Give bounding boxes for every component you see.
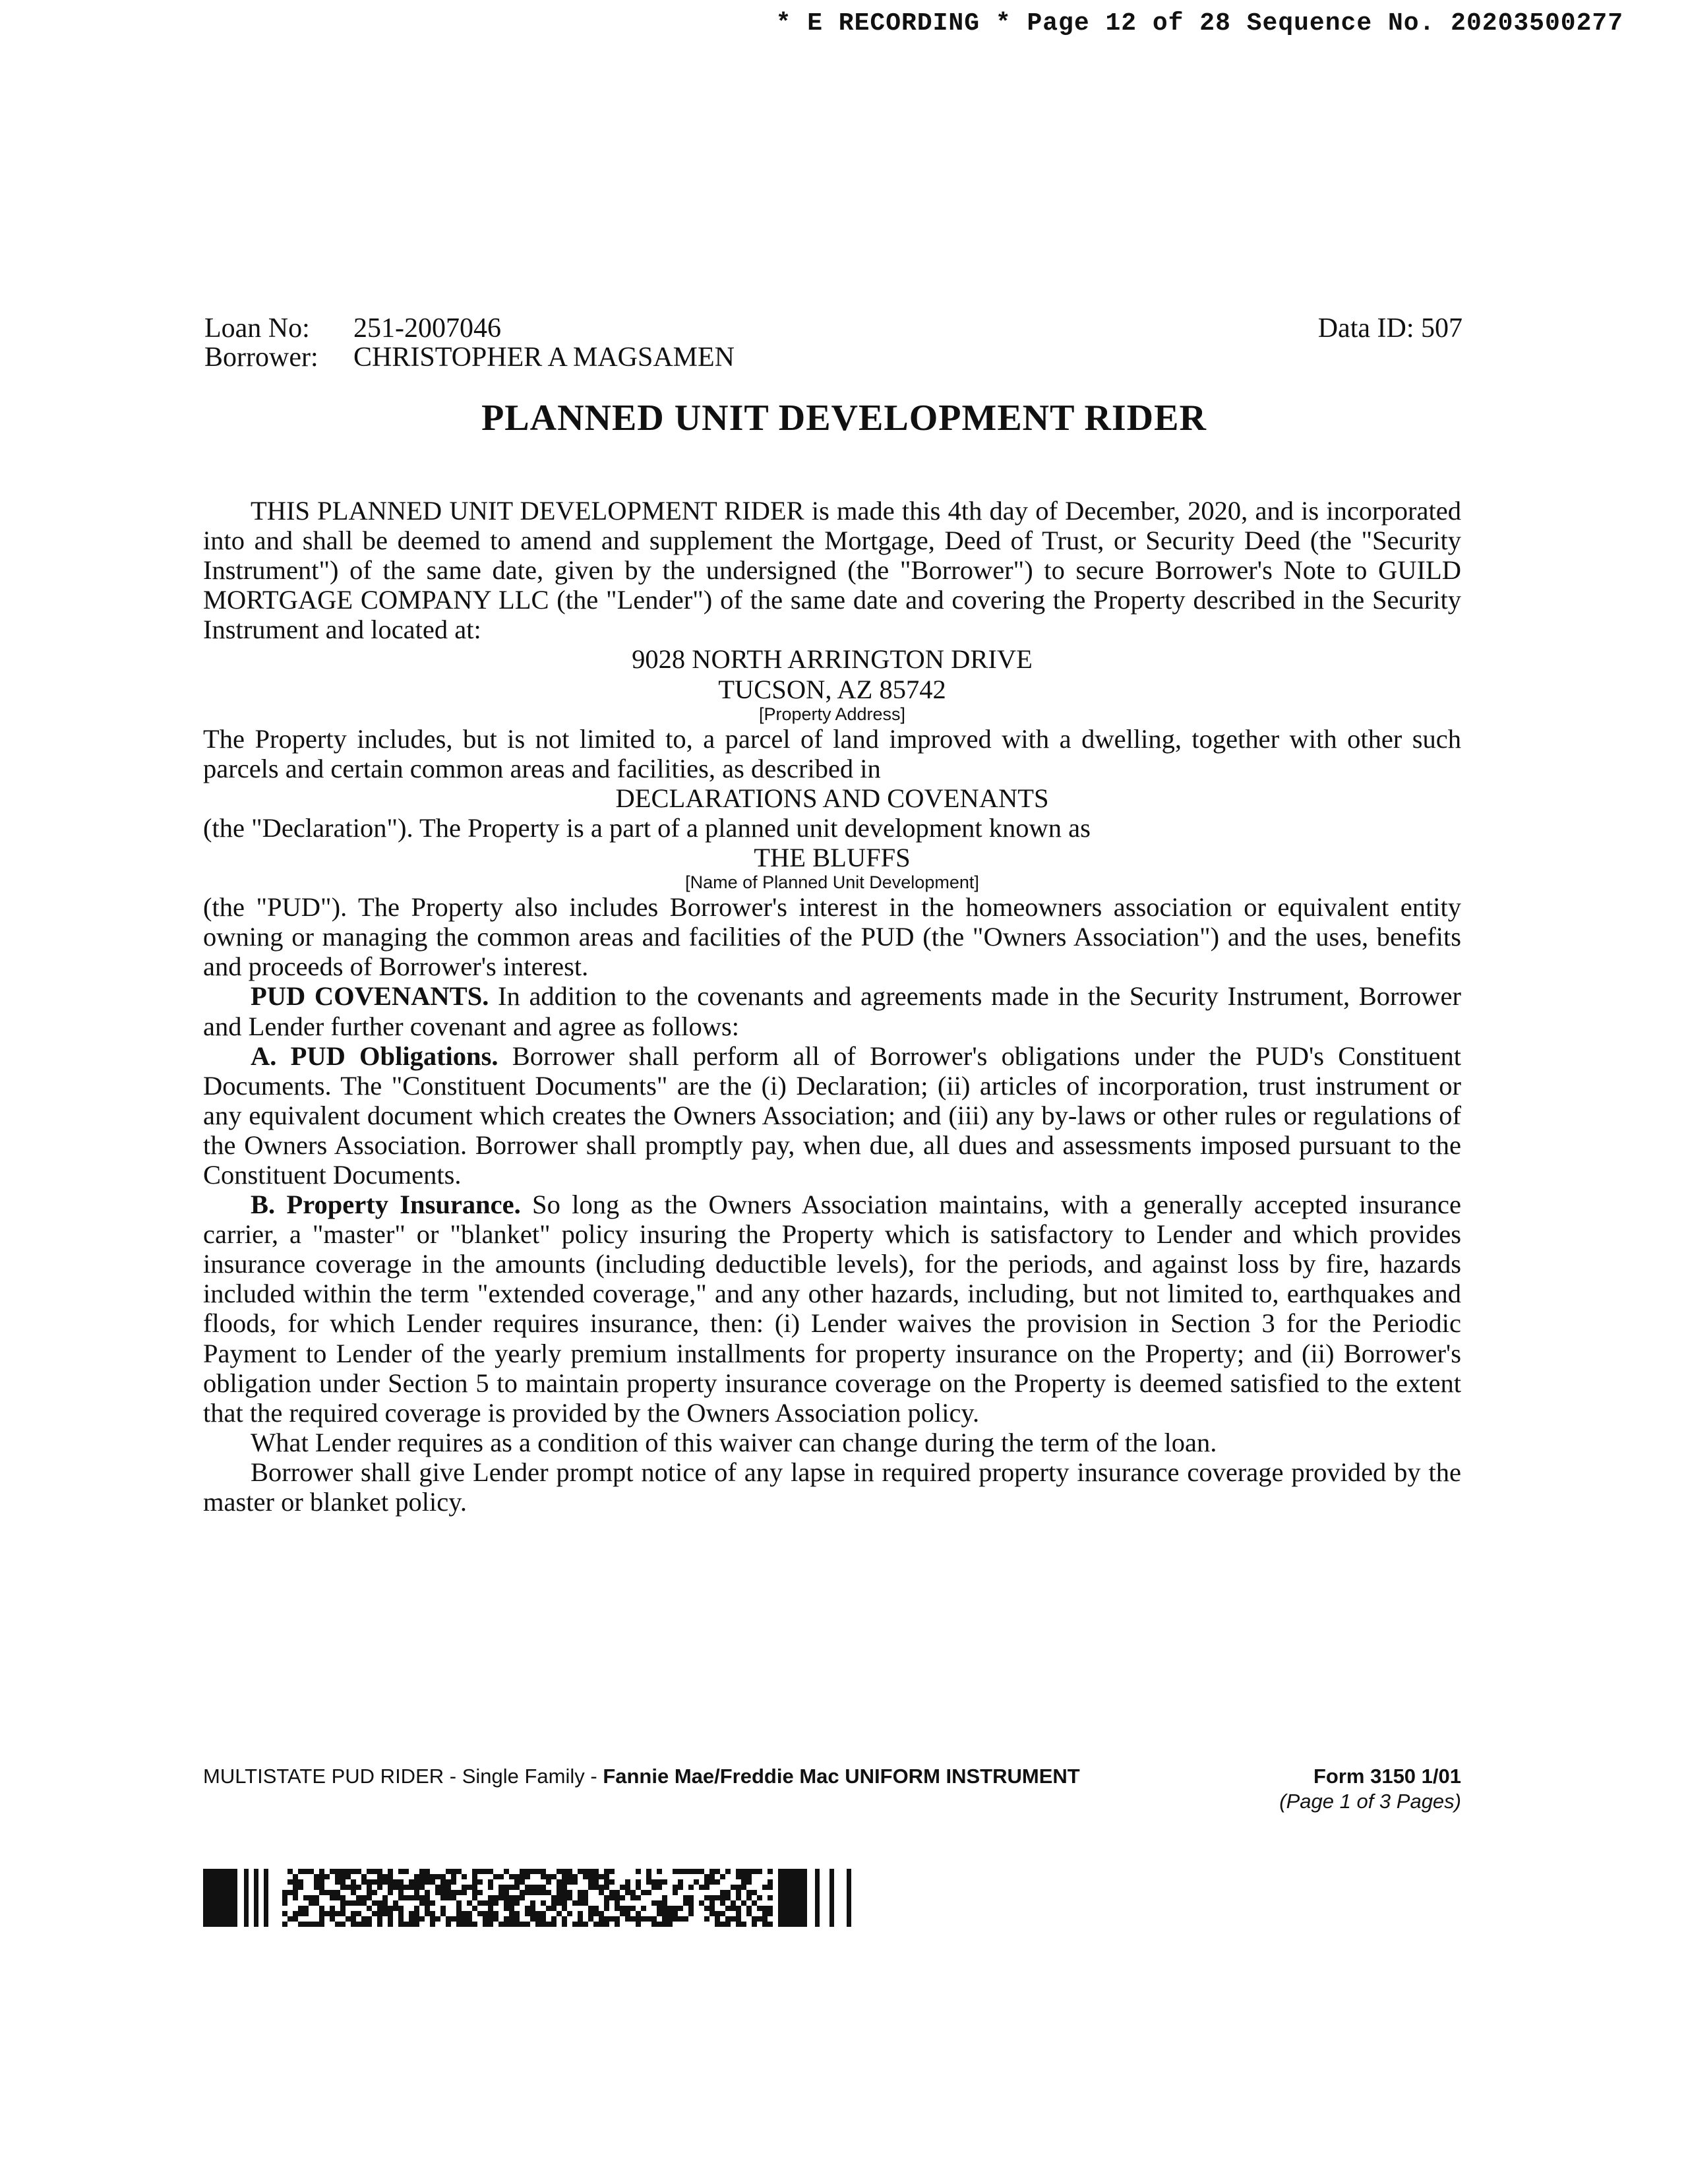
section-b-paragraph (203, 1190, 1461, 1428)
waiver-paragraph: What Lender requires as a condition of this waiver can change during the term of the loan. (251, 1427, 1217, 1457)
form-name (203, 1765, 1080, 1788)
covenants-text: In addition to the covenants and agreements made in the Security Instrument, Borrower and Lender further covenant and agree as follows: (203, 981, 1461, 1041)
section-a-text: Borrower shall perform all of Borrower's obligations under the PUD's Constituent Documents. The "Constituent Documents" are the (i) Declaration; (ii) articles of incorporation, trust instrument or any equivalent document which creates the Owners Association; and (iii) any by-laws or other rules or regulations of the Owners Association. Borrower shall promptly pay, when due, all dues and assessments imposed pursuant to the Constituent Documents. (203, 1041, 1461, 1190)
section-a-paragraph (203, 1041, 1461, 1190)
section-a-heading: A. PUD Obligations. (251, 1041, 498, 1071)
covenants-heading: PUD COVENANTS. (251, 981, 489, 1012)
property-address-caption: [Property Address] (758, 704, 906, 724)
borrower-name: CHRISTOPHER A MAGSAMEN (353, 342, 735, 373)
form-number: Form 3150 1/01 (1313, 1765, 1461, 1788)
borrower-label: Borrower: (204, 342, 318, 373)
loan-no-label: Loan No: (204, 313, 310, 344)
barcode (203, 1869, 862, 1927)
covenants-paragraph (203, 981, 1461, 1041)
form-name-type: Single Family (462, 1765, 585, 1788)
section-b-heading: B. Property Insurance. (251, 1190, 521, 1220)
notice-paragraph: Borrower shall give Lender prompt notice of any lapse in required property insurance coverage provided by the master or blanket policy. (203, 1457, 1461, 1517)
pud-name-caption: [Name of Planned Unit Development] (685, 872, 979, 893)
data-id: Data ID: 507 (1317, 313, 1462, 344)
page-count: (Page 1 of 3 Pages) (1279, 1790, 1461, 1813)
document-body (203, 496, 1461, 1517)
property-address-line2: TUCSON, AZ 85742 (718, 674, 946, 704)
form-name-separator: - (584, 1765, 603, 1788)
intro-paragraph: THIS PLANNED UNIT DEVELOPMENT RIDER is made this 4th day of December, 2020, and is incorporated into and shall be deemed to amend and supplement the Mortgage, Deed of Trust, or Security Deed (the "Security Instrument") of the same date, given by the undersigned (the "Borrower") to secure Borrower's Note to GUILD MORTGAGE COMPANY LLC (the "Lender") of the same date and covering the Property described in the Security Instrument and located at: (203, 496, 1461, 645)
recording-header: * E RECORDING * Page 12 of 28 Sequence No. 20203500277 (775, 9, 1623, 38)
declaration-title: DECLARATIONS AND COVENANTS (615, 783, 1049, 813)
declaration-paragraph: (the "Declaration"). The Property is a part of a planned unit development known as (203, 812, 1091, 843)
form-name-instrument: Fannie Mae/Freddie Mac UNIFORM INSTRUMENT (603, 1765, 1080, 1788)
loan-no-value: 251-2007046 (353, 313, 501, 344)
section-b-text: So long as the Owners Association maintains, with a generally accepted insurance carrier, a "master" or "blanket" policy insuring the Property which is satisfactory to Lender and which provides insurance coverage in the amounts (including deductible levels), for the periods, and against loss by fire, hazards included within the term "extended coverage," and any other hazards, including, but not limited to, earthquakes and floods, for which Lender requires insurance, then: (i) Lender waives the provision in Section 3 for the Periodic Payment to Lender of the yearly premium installments for property insurance on the Property; and (ii) Borrower's obligation under Section 5 to maintain property insurance coverage on the Property is deemed satisfied to the extent that the required coverage is provided by the Owners Association policy. (203, 1190, 1461, 1428)
form-name-prefix: MULTISTATE PUD RIDER - (203, 1765, 462, 1788)
property-address-line1: 9028 NORTH ARRINGTON DRIVE (632, 644, 1033, 675)
pud-name: THE BLUFFS (754, 843, 911, 873)
property-includes-paragraph: The Property includes, but is not limited to, a parcel of land improved with a dwelling, together with other such parcels and certain common areas and facilities, as described in (203, 723, 1461, 783)
document-title: PLANNED UNIT DEVELOPMENT RIDER (481, 398, 1207, 439)
pud-paragraph: (the "PUD"). The Property also includes Borrower's interest in the homeowners association or equivalent entity owning or managing the common areas and facilities of the PUD (the "Owners Association") and the uses, benefits and proceeds of Borrower's interest. (203, 892, 1461, 982)
